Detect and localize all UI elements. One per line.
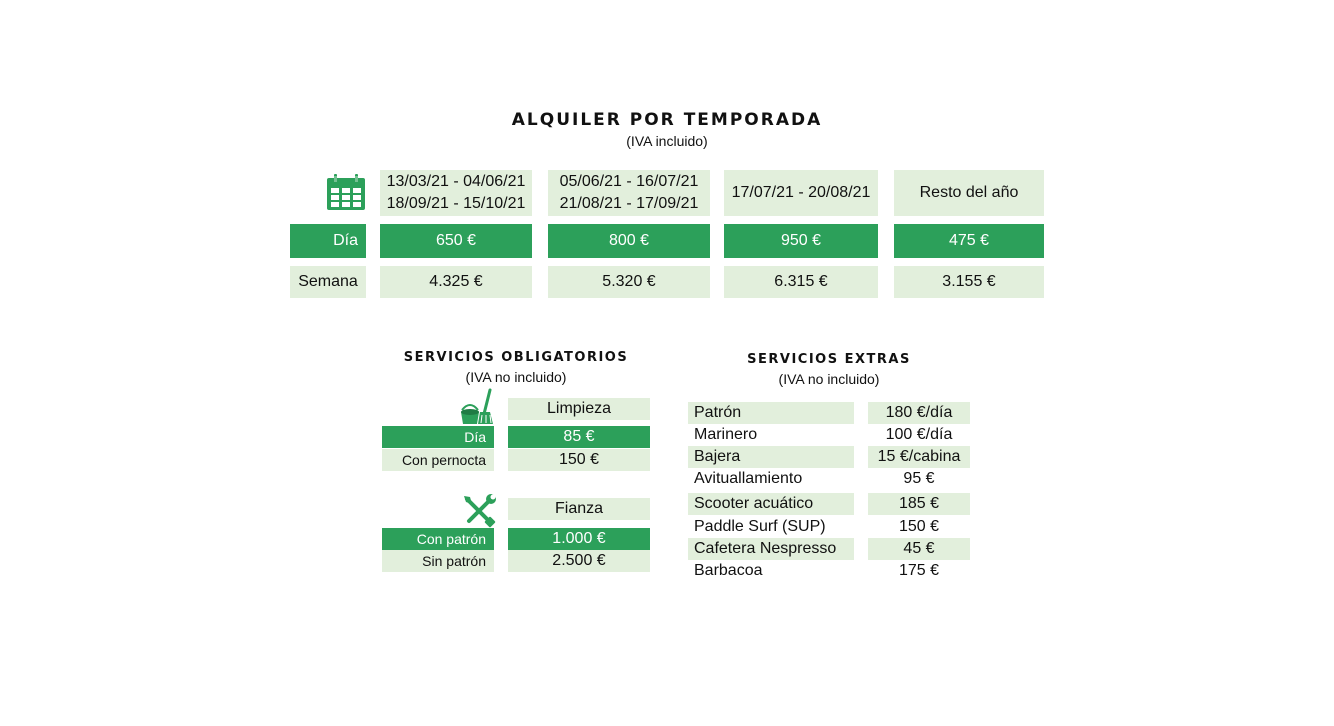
extras-subtitle: (IVA no incluido) bbox=[778, 371, 880, 387]
week-price-3: 6.315 € bbox=[724, 266, 878, 298]
deposit-price-without-skipper: 2.500 € bbox=[508, 550, 650, 572]
mandatory-title: SERVICIOS OBLIGATORIOS bbox=[403, 350, 629, 365]
deposit-label-with-skipper: Con patrón bbox=[382, 528, 494, 550]
calendar-icon bbox=[326, 173, 366, 211]
page-subtitle: (IVA incluido) bbox=[626, 133, 708, 149]
season-dates-line: 21/08/21 - 17/09/21 bbox=[559, 195, 699, 212]
cleaning-label-day: Día bbox=[382, 426, 494, 448]
season-dates-1 bbox=[380, 170, 532, 216]
extra-price: 45 € bbox=[868, 538, 970, 560]
season-dates-2 bbox=[548, 170, 710, 216]
week-price-1: 4.325 € bbox=[380, 266, 532, 298]
day-price-1: 650 € bbox=[380, 224, 532, 258]
season-dates-3: 17/07/21 - 20/08/21 bbox=[724, 170, 878, 216]
day-price-4: 475 € bbox=[894, 224, 1044, 258]
tools-wrench-screwdriver-icon bbox=[462, 494, 496, 528]
page-title: ALQUILER POR TEMPORADA bbox=[511, 110, 823, 130]
deposit-price-with-skipper: 1.000 € bbox=[508, 528, 650, 550]
season-dates-line: 18/09/21 - 15/10/21 bbox=[386, 195, 526, 212]
cleaning-bucket-broom-icon bbox=[458, 388, 496, 426]
extra-name: Bajera bbox=[688, 446, 854, 468]
deposit-label-without-skipper: Sin patrón bbox=[382, 550, 494, 572]
cleaning-heading: Limpieza bbox=[508, 398, 650, 420]
row-label-day: Día bbox=[290, 224, 366, 258]
deposit-heading: Fianza bbox=[508, 498, 650, 520]
cleaning-price-day: 85 € bbox=[508, 426, 650, 448]
extra-price: 185 € bbox=[868, 493, 970, 515]
extra-price: 15 €/cabina bbox=[868, 446, 970, 468]
extra-name: Paddle Surf (SUP) bbox=[694, 518, 826, 535]
day-price-2: 800 € bbox=[548, 224, 710, 258]
row-label-week: Semana bbox=[290, 266, 366, 298]
extra-price: 95 € bbox=[903, 470, 935, 487]
extra-price: 180 €/día bbox=[868, 402, 970, 424]
extra-price: 150 € bbox=[898, 518, 940, 535]
extra-name: Scooter acuático bbox=[688, 493, 854, 515]
season-dates-line: 05/06/21 - 16/07/21 bbox=[559, 173, 699, 190]
extra-name: Barbacoa bbox=[694, 562, 763, 579]
extra-name: Marinero bbox=[694, 426, 758, 443]
day-price-3: 950 € bbox=[724, 224, 878, 258]
cleaning-label-overnight: Con pernocta bbox=[382, 449, 494, 471]
extra-name: Cafetera Nespresso bbox=[688, 538, 854, 560]
extra-name: Avituallamiento bbox=[694, 470, 803, 487]
week-price-4: 3.155 € bbox=[894, 266, 1044, 298]
season-dates-4: Resto del año bbox=[894, 170, 1044, 216]
extra-price: 175 € bbox=[898, 562, 940, 579]
extra-price: 100 €/día bbox=[885, 426, 953, 443]
cleaning-price-overnight: 150 € bbox=[508, 449, 650, 471]
extra-name: Patrón bbox=[688, 402, 854, 424]
week-price-2: 5.320 € bbox=[548, 266, 710, 298]
season-dates-line: 13/03/21 - 04/06/21 bbox=[386, 173, 526, 190]
extras-title: SERVICIOS EXTRAS bbox=[747, 352, 911, 367]
mandatory-subtitle: (IVA no incluido) bbox=[465, 369, 567, 385]
